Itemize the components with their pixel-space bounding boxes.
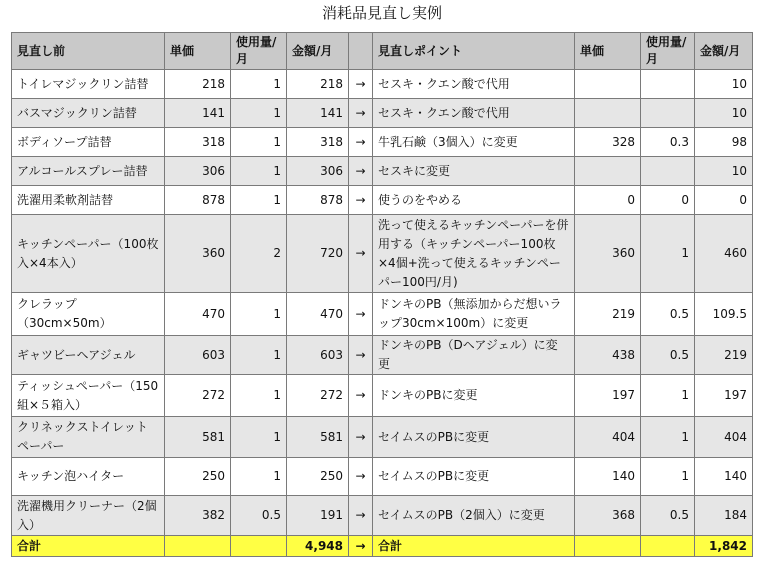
cell-point: ドンキのPBに変更	[373, 375, 575, 417]
cell-new-amount: 197	[695, 375, 753, 417]
cell-amount: 581	[287, 417, 349, 458]
header-row	[12, 33, 753, 70]
cell-new-price: 0	[575, 186, 641, 215]
cell-usage: 1	[231, 186, 287, 215]
cell-usage: 0.5	[231, 496, 287, 536]
cell-new-price	[575, 99, 641, 128]
cell-amount: 318	[287, 128, 349, 157]
cell-price: 581	[165, 417, 231, 458]
cell-amount: 218	[287, 70, 349, 99]
cell-point: ドンキのPB（無添加からだ想いラップ30cm×100m）に変更	[373, 293, 575, 336]
arrow-icon: →	[349, 70, 373, 99]
cell-point: セイムスのPB（2個入）に変更	[373, 496, 575, 536]
cell-amount: 306	[287, 157, 349, 186]
cell-new-amount: 219	[695, 336, 753, 375]
cell-new-usage: 0.3	[641, 128, 695, 157]
cell-new-usage: 1	[641, 215, 695, 293]
header-item: 見直し前	[12, 33, 165, 70]
cell-price: 470	[165, 293, 231, 336]
cell-point: 使うのをやめる	[373, 186, 575, 215]
cell-new-amount: 404	[695, 417, 753, 458]
cell-new-usage	[641, 99, 695, 128]
cell-amount: 272	[287, 375, 349, 417]
cell-new-price: 360	[575, 215, 641, 293]
cell-new-price	[575, 157, 641, 186]
header-usage: 使用量/月	[231, 33, 287, 70]
cell-new-price: 328	[575, 128, 641, 157]
cell-new-price: 438	[575, 336, 641, 375]
cell-new-usage	[641, 70, 695, 99]
table-row	[12, 496, 753, 536]
total-amount-after: 1,842	[695, 536, 753, 557]
cell-new-usage: 1	[641, 417, 695, 458]
cell-amount: 878	[287, 186, 349, 215]
cell-item: 洗濯用柔軟剤詰替	[12, 186, 165, 215]
total-row	[12, 536, 753, 557]
cell-item: アルコールスプレー詰替	[12, 157, 165, 186]
cell-price: 382	[165, 496, 231, 536]
cell-new-usage: 0.5	[641, 336, 695, 375]
cell-new-amount: 460	[695, 215, 753, 293]
cell-new-amount: 10	[695, 99, 753, 128]
cell-new-usage: 1	[641, 375, 695, 417]
header-arrow	[349, 33, 373, 70]
cell-price: 603	[165, 336, 231, 375]
cell-point: 洗って使えるキッチンペーパーを併用する（キッチンペーパー100枚×4個+洗って使えるキッチンペーパー100円/月)	[373, 215, 575, 293]
cell-item: クリネックストイレットペーパー	[12, 417, 165, 458]
total-empty-cell	[641, 536, 695, 557]
arrow-icon: →	[349, 375, 373, 417]
cell-point: セイムスのPBに変更	[373, 458, 575, 496]
cell-point: セスキ・クエン酸で代用	[373, 99, 575, 128]
cell-usage: 2	[231, 215, 287, 293]
cell-amount: 141	[287, 99, 349, 128]
arrow-icon: →	[349, 536, 373, 557]
arrow-icon: →	[349, 99, 373, 128]
cell-price: 306	[165, 157, 231, 186]
cell-new-usage: 1	[641, 458, 695, 496]
arrow-icon: →	[349, 458, 373, 496]
cell-usage: 1	[231, 375, 287, 417]
cell-item: クレラップ（30cm×50m）	[12, 293, 165, 336]
cell-item: トイレマジックリン詰替	[12, 70, 165, 99]
cell-point: セイムスのPBに変更	[373, 417, 575, 458]
cell-point: セスキ・クエン酸で代用	[373, 70, 575, 99]
cell-item: バスマジックリン詰替	[12, 99, 165, 128]
table-row	[12, 99, 753, 128]
arrow-icon: →	[349, 336, 373, 375]
cell-price: 272	[165, 375, 231, 417]
table-row	[12, 70, 753, 99]
table-row	[12, 375, 753, 417]
table-row	[12, 128, 753, 157]
cell-amount: 603	[287, 336, 349, 375]
cell-new-amount: 10	[695, 70, 753, 99]
header-new-price: 単価	[575, 33, 641, 70]
arrow-icon: →	[349, 186, 373, 215]
cell-amount: 720	[287, 215, 349, 293]
table-row	[12, 215, 753, 293]
cell-amount: 470	[287, 293, 349, 336]
cell-new-amount: 109.5	[695, 293, 753, 336]
header-price: 単価	[165, 33, 231, 70]
arrow-icon: →	[349, 215, 373, 293]
cell-point: ドンキのPB（Dヘアジェル）に変更	[373, 336, 575, 375]
cell-price: 141	[165, 99, 231, 128]
table-row	[12, 336, 753, 375]
header-point: 見直しポイント	[373, 33, 575, 70]
cell-new-amount: 10	[695, 157, 753, 186]
total-empty-cell	[231, 536, 287, 557]
cell-new-price: 219	[575, 293, 641, 336]
cell-usage: 1	[231, 99, 287, 128]
cell-usage: 1	[231, 157, 287, 186]
header-new-usage: 使用量/月	[641, 33, 695, 70]
cell-new-usage: 0.5	[641, 293, 695, 336]
total-label-before: 合計	[12, 536, 165, 557]
comparison-table	[11, 32, 753, 557]
cell-point: 牛乳石鹸（3個入）に変更	[373, 128, 575, 157]
cell-usage: 1	[231, 128, 287, 157]
cell-usage: 1	[231, 293, 287, 336]
cell-price: 218	[165, 70, 231, 99]
table-row	[12, 186, 753, 215]
total-amount-before: 4,948	[287, 536, 349, 557]
cell-price: 878	[165, 186, 231, 215]
arrow-icon: →	[349, 128, 373, 157]
arrow-icon: →	[349, 496, 373, 536]
header-new-amount: 金額/月	[695, 33, 753, 70]
cell-new-price: 368	[575, 496, 641, 536]
total-empty-cell	[165, 536, 231, 557]
cell-usage: 1	[231, 458, 287, 496]
cell-price: 250	[165, 458, 231, 496]
header-amount: 金額/月	[287, 33, 349, 70]
cell-item: 洗濯機用クリーナー（2個入）	[12, 496, 165, 536]
cell-usage: 1	[231, 336, 287, 375]
cell-usage: 1	[231, 70, 287, 99]
cell-new-amount: 0	[695, 186, 753, 215]
cell-new-usage: 0	[641, 186, 695, 215]
table-row	[12, 458, 753, 496]
cell-usage: 1	[231, 417, 287, 458]
page-title: 消耗品見直し実例	[321, 4, 442, 22]
cell-new-price: 197	[575, 375, 641, 417]
table-row	[12, 157, 753, 186]
cell-new-amount: 184	[695, 496, 753, 536]
cell-price: 318	[165, 128, 231, 157]
cell-amount: 191	[287, 496, 349, 536]
cell-item: ティッシュペーパー（150組×５箱入）	[12, 375, 165, 417]
cell-item: キッチン泡ハイター	[12, 458, 165, 496]
arrow-icon: →	[349, 417, 373, 458]
cell-item: キッチンペーパー（100枚入×4本入）	[12, 215, 165, 293]
cell-item: ギャツビーヘアジェル	[12, 336, 165, 375]
cell-amount: 250	[287, 458, 349, 496]
arrow-icon: →	[349, 157, 373, 186]
cell-price: 360	[165, 215, 231, 293]
table-row	[12, 293, 753, 336]
cell-new-price: 140	[575, 458, 641, 496]
cell-new-price	[575, 70, 641, 99]
cell-item: ボディソープ詰替	[12, 128, 165, 157]
arrow-icon: →	[349, 293, 373, 336]
cell-new-amount: 98	[695, 128, 753, 157]
total-empty-cell	[575, 536, 641, 557]
table-row	[12, 417, 753, 458]
cell-point: セスキに変更	[373, 157, 575, 186]
cell-new-amount: 140	[695, 458, 753, 496]
cell-new-usage	[641, 157, 695, 186]
total-label-after: 合計	[373, 536, 575, 557]
cell-new-price: 404	[575, 417, 641, 458]
cell-new-usage: 0.5	[641, 496, 695, 536]
